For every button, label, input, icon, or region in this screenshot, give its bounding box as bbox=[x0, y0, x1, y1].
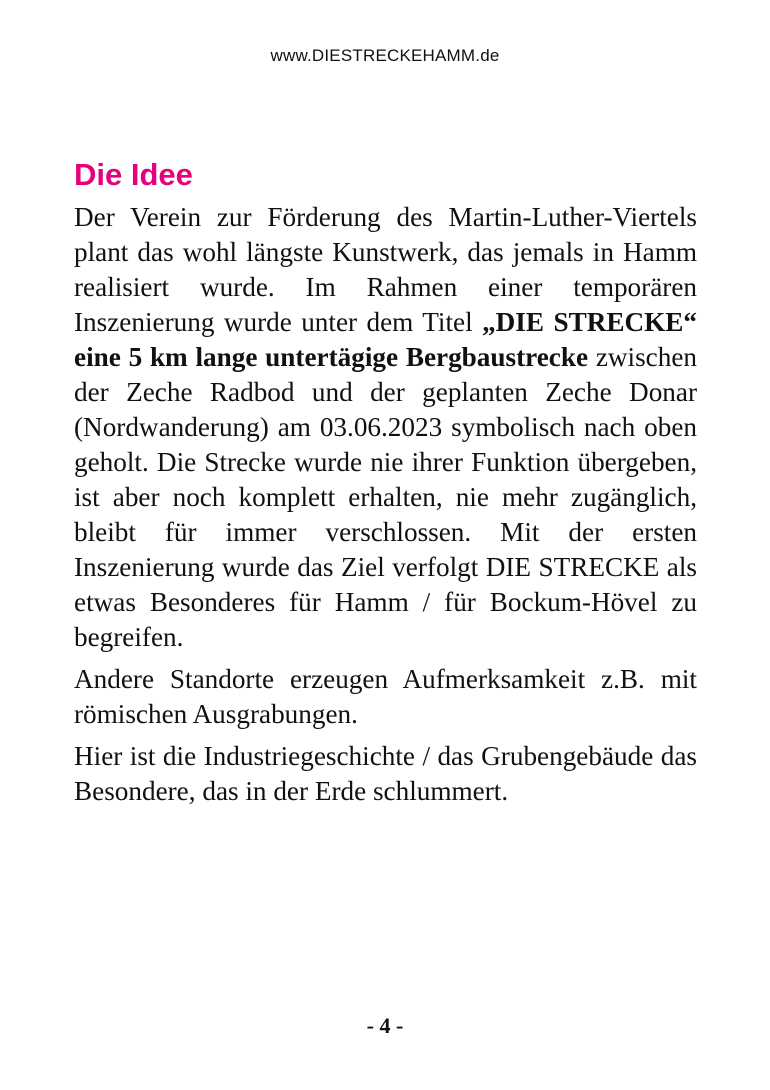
paragraph-1-bold: „DIE STRECKE“ eine 5 km lange untertägige Bergbaustrecke bbox=[74, 307, 697, 372]
paragraph-1-rest: zwischen der Zeche Radbod und der geplanten Zeche Donar (Nordwanderung) am 03.06.2023 symbolisch nach oben geholt. Die Strecke wurde nie ihrer Funktion übergeben, ist aber noch komplett erhalten, nie mehr zugänglich, bleibt für immer verschlossen. Mit der ersten Inszenierung wurde das Ziel verfolgt DIE STRECKE als etwas Besonderes für Hamm / für Bockum-Hövel zu begreifen. bbox=[74, 342, 697, 652]
paragraph-3: Hier ist die Industriegeschichte / das Grubengebäude das Besondere, das in der Erde schlummert. bbox=[74, 741, 697, 806]
page-number: - 4 - bbox=[366, 1013, 404, 1038]
paragraph-2: Andere Standorte erzeugen Aufmerksamkeit z.B. mit römischen Ausgrabungen. bbox=[74, 664, 697, 729]
section-heading: Die Idee bbox=[74, 157, 193, 192]
paragraph-1-intro: Der Verein zur Förderung des Martin-Luther-Viertels plant das wohl längste Kunstwerk, das jemals in Hamm realisiert wurde. Im Rahmen einer temporären Inszenierung wurde unter dem Titel bbox=[74, 202, 697, 337]
paragraph-1 bbox=[74, 200, 697, 655]
header-url: www.DIESTRECKEHAMM.de bbox=[270, 46, 500, 65]
body-text bbox=[74, 200, 697, 816]
